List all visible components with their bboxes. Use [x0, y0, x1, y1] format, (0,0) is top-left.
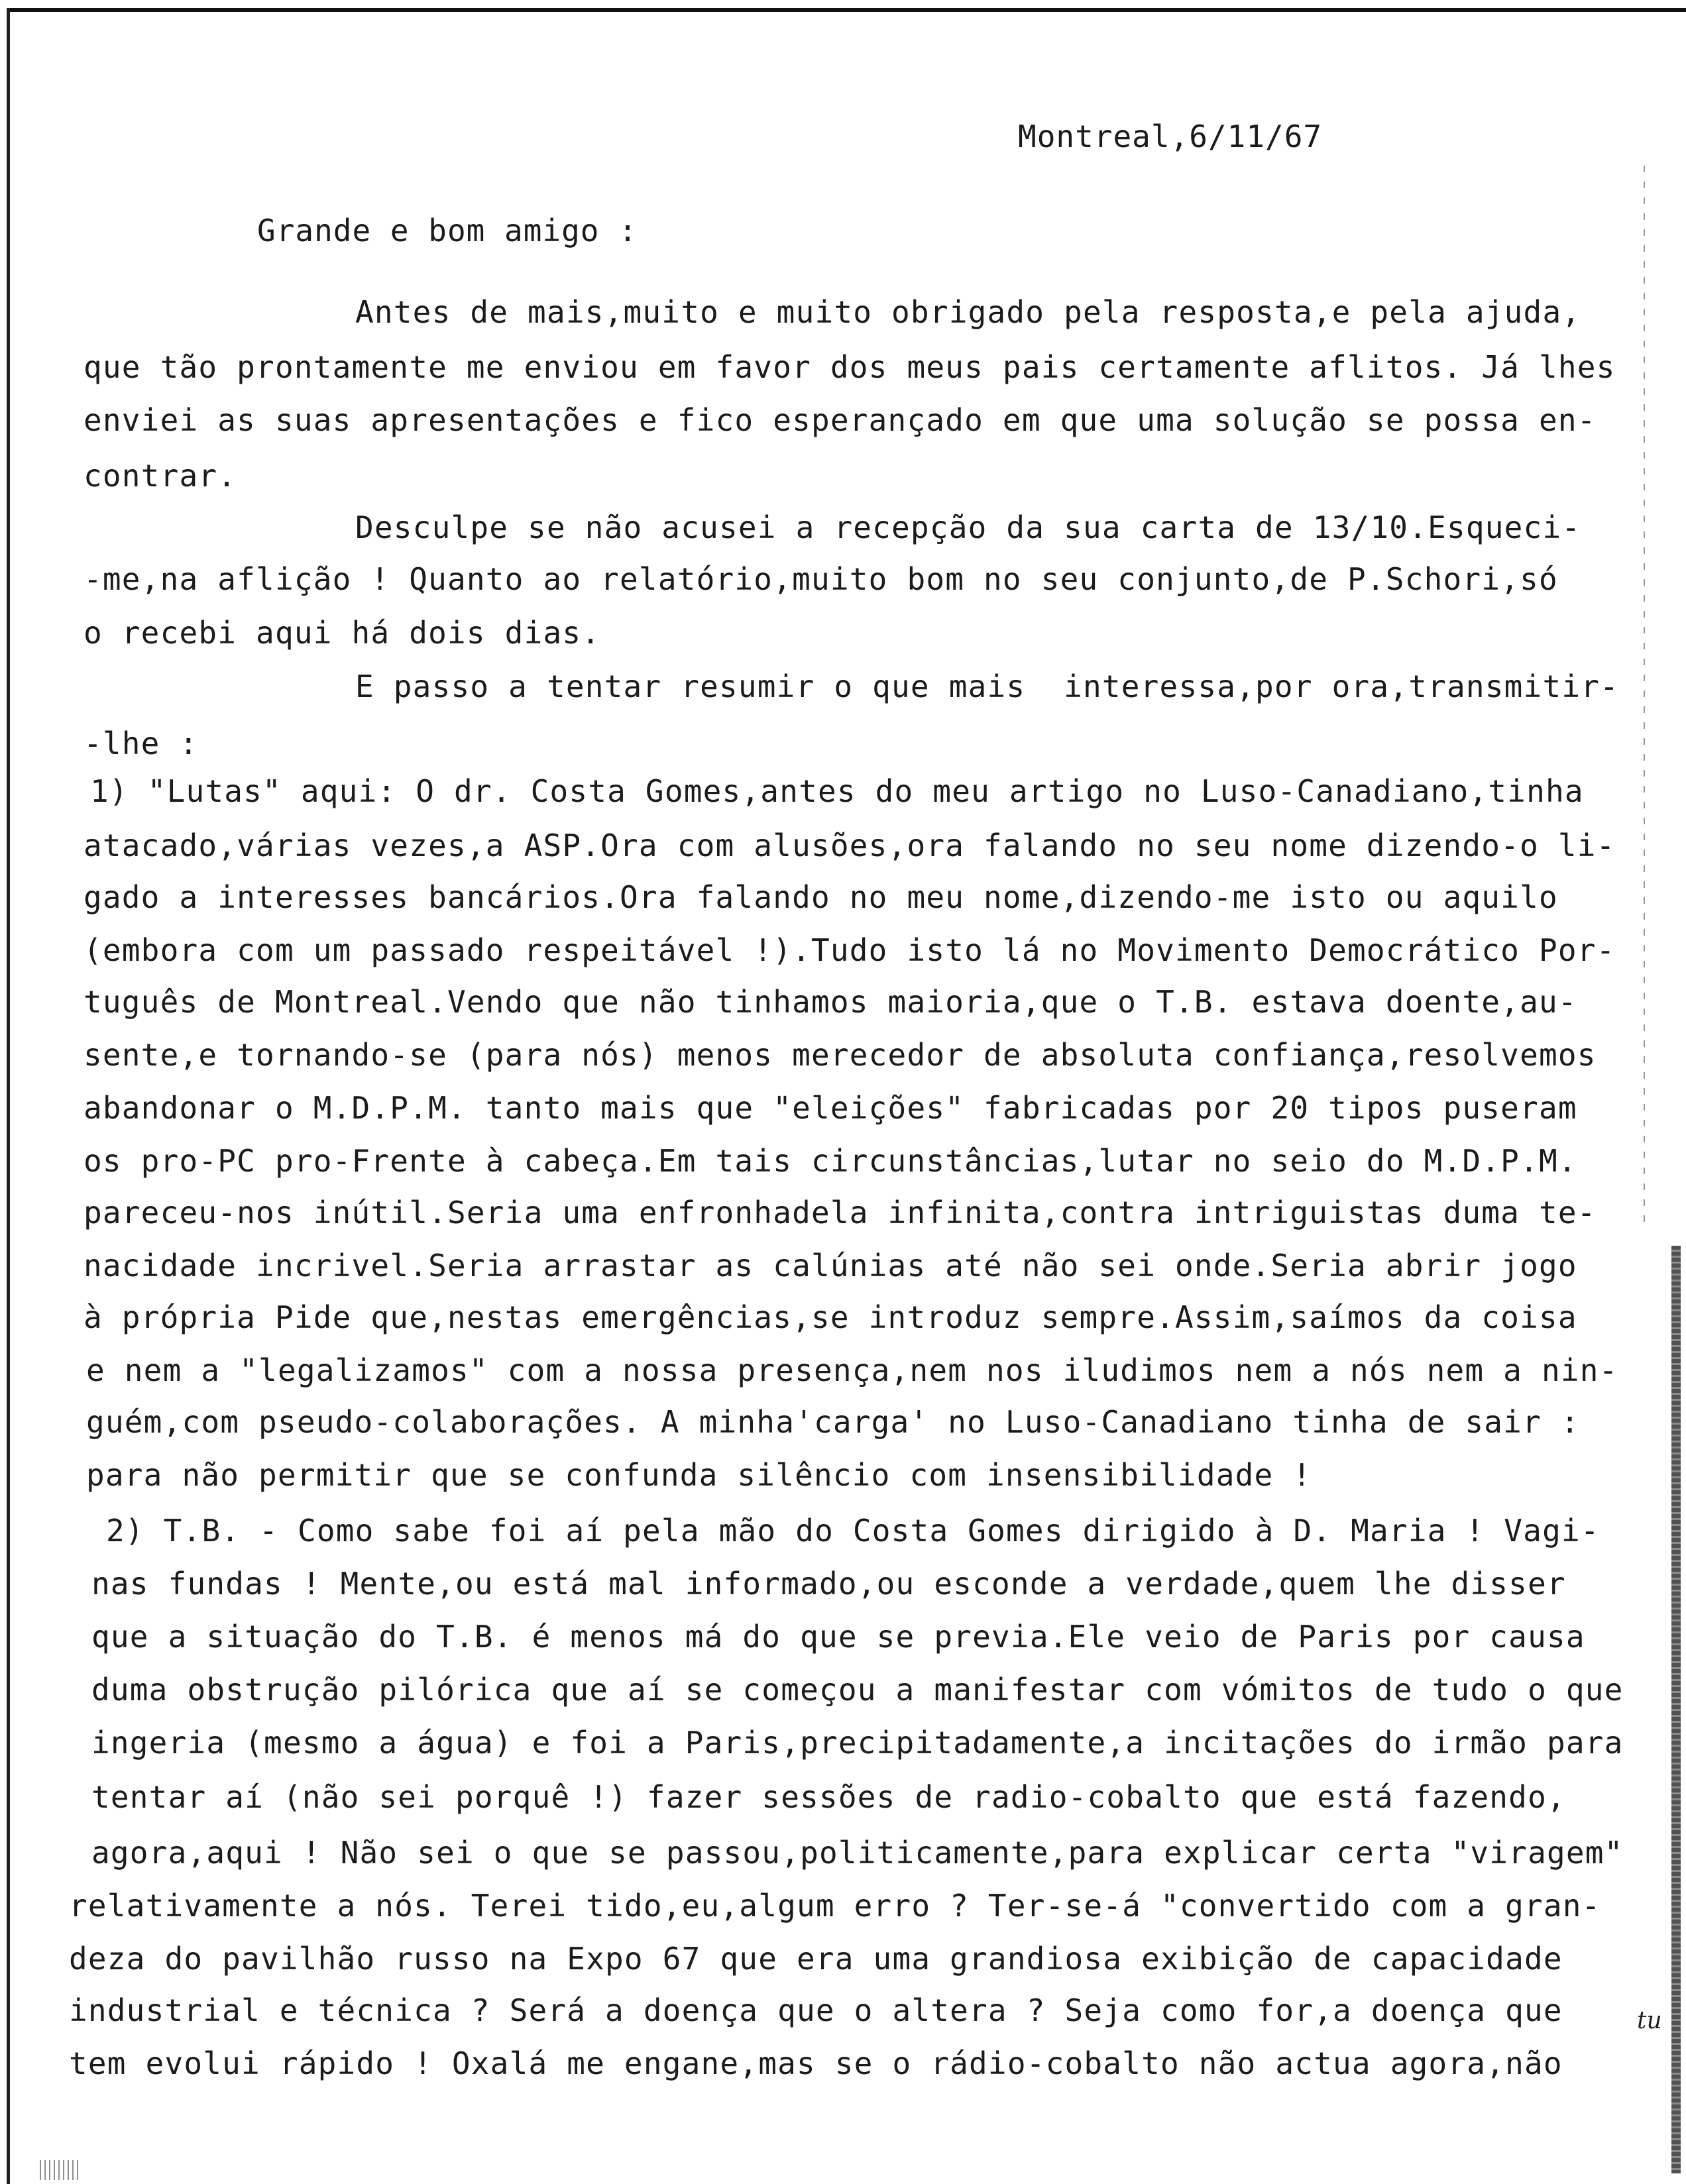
text-line: -me,na aflição ! Quanto ao relatório,muito bom no seu conjunto,de P.Schori,só: [84, 561, 1558, 597]
text-line: tentar aí (não sei porquê !) fazer sessões de radio-cobalto que está fazendo,: [91, 1779, 1566, 1815]
text-line: nas fundas ! Mente,ou está mal informado,ou esconde a verdade,quem lhe disser: [91, 1566, 1566, 1602]
text-line: gado a interesses bancários.Ora falando no meu nome,dizendo-me isto ou aquilo: [84, 879, 1558, 915]
text-line: abandonar o M.D.P.M. tanto mais que "eleições" fabricadas por 20 tipos puseram: [84, 1090, 1577, 1126]
text-line: os pro-PC pro-Frente à cabeça.Em tais circunstâncias,lutar no seio do M.D.P.M.: [84, 1143, 1577, 1179]
text-line: e nem a "legalizamos" com a nossa presença,nem nos iludimos nem a nós nem a nin-: [86, 1352, 1618, 1388]
text-line: sente,e tornando-se (para nós) menos merecedor de absoluta confiança,resolvemos: [84, 1037, 1597, 1073]
scan-edge-right-thin: [1644, 166, 1645, 1226]
handwritten-margin-note: tu: [1637, 2007, 1662, 2034]
text-line: pareceu-nos inútil.Seria uma enfronhadela infinita,contra intriguistas duma te-: [84, 1195, 1597, 1230]
text-line: para não permitir que se confunda silêncio com insensibilidade !: [86, 1457, 1312, 1493]
text-line: relativamente a nós. Terei tido,eu,algum erro ? Ter-se-á "convertido com a gran-: [69, 1888, 1601, 1924]
text-line: E passo a tentar resumir o que mais interessa,por ora,transmitir-: [355, 669, 1620, 704]
text-line: enviei as suas apresentações e fico esperançado em que uma solução se possa en-: [84, 402, 1597, 438]
text-line: Antes de mais,muito e muito obrigado pela resposta,e pela ajuda,: [355, 294, 1581, 330]
text-line: que a situação do T.B. é menos má do que se previa.Ele veio de Paris por causa: [91, 1619, 1585, 1655]
letter-dateline: Montreal,6/11/67: [1018, 119, 1323, 154]
text-line: tem evolui rápido ! Oxalá me engane,mas se o rádio-cobalto não actua agora,não: [69, 2046, 1563, 2081]
text-line: (embora com um passado respeitável !).Tudo isto lá no Movimento Democrático Por-: [84, 932, 1616, 968]
text-line: o recebi aqui há dois dias.: [84, 615, 601, 651]
text-line: guém,com pseudo-colaborações. A minha'carga' no Luso-Canadiano tinha de sair :: [86, 1404, 1580, 1440]
text-line: ingeria (mesmo a água) e foi a Paris,precipitadamente,a incitações do irmão para: [91, 1725, 1624, 1761]
text-line: que tão prontamente me enviou em favor dos meus pais certamente aflitos. Já lhes: [84, 349, 1616, 385]
text-line: atacado,várias vezes,a ASP.Ora com alusões,ora falando no seu nome dizendo-o li-: [84, 828, 1616, 863]
text-line: à própria Pide que,nestas emergências,se introduz sempre.Assim,saímos da coisa: [84, 1299, 1577, 1335]
text-line: tuguês de Montreal.Vendo que não tinhamos maioria,que o T.B. estava doente,au-: [84, 984, 1577, 1020]
text-line: 2) T.B. - Como sabe foi aí pela mão do Costa Gomes dirigido à D. Maria ! Vagi-: [106, 1513, 1600, 1549]
scan-edge-left: [7, 8, 10, 2184]
text-line: agora,aqui ! Não sei o que se passou,politicamente,para explicar certa "viragem": [91, 1835, 1624, 1871]
text-line: 1) "Lutas" aqui: O dr. Costa Gomes,antes do meu artigo no Luso-Canadiano,tinha: [90, 773, 1584, 809]
text-line: duma obstrução pilórica que aí se começou a manifestar com vómitos de tudo o que: [91, 1672, 1624, 1708]
text-line: Desculpe se não acusei a recepção da sua carta de 13/10.Esqueci-: [355, 510, 1581, 545]
letter-salutation: Grande e bom amigo :: [257, 213, 638, 248]
scan-edge-right: [1671, 1246, 1681, 2173]
text-line: -lhe :: [84, 726, 199, 761]
scan-specks: [40, 2160, 80, 2180]
text-line: industrial e técnica ? Será a doença que o altera ? Seja como for,a doença que: [69, 1993, 1563, 2028]
scan-edge-top: [7, 8, 1686, 12]
text-line: contrar.: [84, 458, 237, 494]
text-line: nacidade incrivel.Seria arrastar as calúnias até não sei onde.Seria abrir jogo: [84, 1248, 1577, 1283]
text-line: deza do pavilhão russo na Expo 67 que era uma grandiosa exibição de capacidade: [69, 1941, 1563, 1977]
